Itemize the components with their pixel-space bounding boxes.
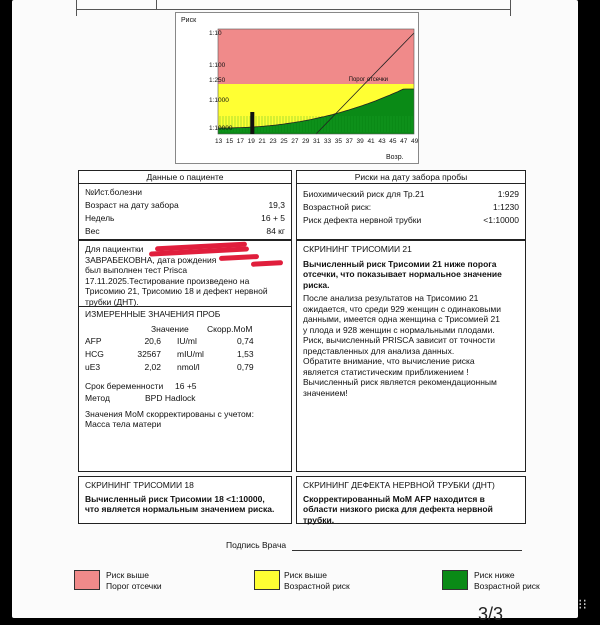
t21-detail-line: Вычисленный риск является рекомендационным	[303, 377, 497, 387]
t21-detail-line: ожидается, что среди 929 женщин с одинаковыми	[303, 303, 501, 314]
patient-row-label: Недель	[85, 213, 115, 223]
t18-summary-line: что является нормальным значением риска.	[85, 504, 275, 514]
risk-row-2	[303, 214, 519, 227]
measured-row-ue3	[85, 362, 285, 375]
patient-data-header: Данные о пациенте	[79, 171, 291, 184]
ntd-title: СКРИНИНГ ДЕФЕКТА НЕРВНОЙ ТРУБКИ (ДНТ)	[303, 480, 495, 490]
x-tick-label: 21	[258, 138, 266, 145]
risk-row-0	[303, 188, 519, 201]
patient-note-line: ЗАВРАБЕКОВНА, дата рождения	[85, 254, 217, 265]
mom-note-line2: Масса тела матери	[85, 419, 162, 429]
risk-chart-svg	[176, 13, 418, 163]
analyte-unit: IU/ml	[177, 335, 197, 346]
y-tick-label: 1:1000	[209, 97, 229, 104]
x-tick-label: 35	[334, 138, 343, 145]
analyte-mom: 1,53	[237, 348, 254, 359]
t18-title: СКРИНИНГ ТРИСОМИИ 18	[85, 480, 194, 490]
t21-detail-line: данными, имеется одна женщина с Трисомией 21	[303, 314, 500, 324]
ntd-summary-line: Скорректированный МоМ AFP находится в	[303, 493, 485, 504]
dots-icon: ⁝⁝	[578, 596, 587, 612]
analyte-name: HCG	[85, 348, 104, 359]
ntd-box	[296, 476, 526, 524]
patient-note-line: 17.11.2025.Тестирование произведено на	[85, 275, 250, 286]
t18-summary-line: Вычисленный риск Трисомии 18 <1:10000,	[85, 493, 265, 504]
method-label: Метод	[85, 392, 110, 403]
x-tick-label: 17	[236, 138, 245, 145]
x-tick-label: 31	[313, 138, 321, 145]
y-tick-label: 1:10000	[209, 125, 233, 132]
patient-note-line: был выполнен тест Prisca	[85, 265, 188, 275]
chart-xlabel: Возр.	[386, 154, 404, 161]
t21-summary-line: отсечки, что показывает нормальное значение	[303, 269, 502, 279]
analyte-name: AFP	[85, 335, 102, 346]
t21-box	[296, 240, 526, 472]
t18-box	[78, 476, 292, 524]
x-tick-label: 49	[411, 138, 418, 145]
risks-header: Риски на дату забора пробы	[297, 171, 525, 184]
patient-note-line: Для пациентки	[85, 244, 144, 254]
patient-row-3	[85, 225, 285, 238]
signature-line	[292, 550, 522, 551]
method-row	[85, 393, 285, 405]
risk-row-label: Возрастной риск:	[303, 202, 372, 212]
x-tick-label: 37	[345, 138, 353, 145]
t21-summary-line: Вычисленный риск Трисомии 21 ниже порога	[303, 258, 497, 269]
legend-swatch-green	[442, 570, 468, 590]
patient-row-1	[85, 199, 285, 212]
report-page	[12, 0, 578, 624]
analyte-name: uE3	[85, 361, 101, 372]
measured-row-afp	[85, 336, 285, 349]
signature-label: Подпись Врача	[226, 540, 287, 550]
x-tick-label: 19	[247, 138, 255, 145]
analyte-unit: nmol/l	[177, 361, 200, 372]
col-mom-header: Скорр.МоМ	[207, 323, 253, 334]
analyte-value: 20,6	[144, 335, 161, 346]
x-tick-label: 29	[302, 138, 310, 145]
analyte-mom: 0,79	[237, 361, 254, 372]
risk-row-1	[303, 201, 519, 214]
x-tick-label: 33	[323, 138, 332, 145]
patient-row-0	[85, 186, 285, 199]
analyte-value: 2,02	[144, 361, 161, 372]
risk-row-value: 1:929	[497, 189, 519, 199]
t21-detail-line: у плода и 928 женщин с нормальными плодами.	[303, 324, 495, 335]
x-tick-label: 15	[225, 138, 234, 145]
region-above-cutoff	[218, 29, 414, 84]
x-tick-label: 23	[269, 138, 277, 145]
legend-label-red: Риск выше Порог отсечки	[106, 570, 162, 591]
method-value: BPD Hadlock	[145, 392, 196, 403]
measured-values-box	[78, 306, 292, 472]
top-frame-bottom	[76, 9, 510, 10]
patient-row-2	[85, 212, 285, 225]
t21-summary-line: риска.	[303, 279, 330, 290]
x-tick-label: 43	[378, 138, 386, 145]
patient-row-value: 19,3	[268, 200, 285, 210]
x-tick-label: 13	[215, 138, 223, 145]
analyte-unit: mIU/ml	[177, 348, 204, 359]
legend-label-yellow: Риск выше Возрастной риск	[284, 570, 350, 591]
patient-data-box	[78, 170, 292, 240]
y-tick-label: 1:250	[209, 77, 226, 84]
t21-detail-line: является статистическим приближением !	[303, 366, 469, 377]
cutoff-label: Порог отсечки	[348, 77, 388, 83]
page-number: 3/3	[478, 604, 504, 624]
chart-title: Риск	[181, 17, 197, 24]
gestation-label: Срок беременности	[85, 380, 164, 391]
risk-row-value: <1:10000	[483, 215, 519, 225]
measured-title: ИЗМЕРЕННЫЕ ЗНАЧЕНИЯ ПРОБ	[85, 309, 221, 319]
patient-row-value: 84 кг	[266, 226, 285, 236]
patient-row-label: Вес	[85, 226, 100, 236]
gestation-row	[85, 381, 285, 393]
gestation-value: 16 +5	[175, 380, 197, 391]
ntd-summary-line: области низкого риска для дефекта нервной	[303, 504, 493, 514]
x-tick-label: 47	[400, 138, 408, 145]
risk-row-label: Биохимический риск для Тр.21	[303, 189, 425, 199]
risk-row-label: Риск дефекта нервной трубки	[303, 215, 422, 225]
legend-swatch-yellow	[254, 570, 280, 590]
risk-chart	[175, 12, 419, 164]
ntd-summary-line: трубки.	[303, 514, 335, 525]
risks-box	[296, 170, 526, 240]
x-tick-label: 39	[356, 138, 364, 145]
patient-note-line: Трисомию 21, Трисомию 18 и дефект нервной	[85, 286, 268, 296]
t21-title: СКРИНИНГ ТРИСОМИИ 21	[303, 244, 412, 254]
x-tick-label: 27	[291, 138, 299, 145]
patient-row-value: 16 + 5	[261, 213, 285, 223]
t21-detail-line: После анализа результатов на Трисомию 21	[303, 293, 479, 303]
t21-detail-line: Обратите внимание, что вычисление риска	[303, 356, 475, 366]
patient-marker	[250, 112, 254, 134]
measured-row-hcg	[85, 349, 285, 362]
x-tick-label: 25	[280, 138, 288, 145]
col-value-header: Значение	[151, 323, 189, 334]
t21-detail-line: Риск, вычисленный PRISCA зависит от точности	[303, 335, 496, 345]
legend-swatch-red	[74, 570, 100, 590]
patient-note-line: трубки (ДНТ).	[85, 296, 139, 307]
t21-detail-line: представленных для анализа данных.	[303, 345, 455, 356]
top-frame-left	[76, 0, 77, 16]
patient-note-box	[78, 240, 292, 306]
x-tick-label: 41	[367, 138, 375, 145]
t21-detail-line: значением!	[303, 387, 348, 398]
legend-label-green: Риск ниже Возрастной риск	[474, 570, 540, 591]
x-tick-label: 45	[389, 138, 397, 145]
analyte-value: 32567	[137, 348, 161, 359]
mom-note-line1: Значения МоМ скорректированы с учетом:	[85, 408, 254, 419]
y-tick-label: 1:10	[209, 30, 222, 37]
top-frame-right	[510, 0, 511, 16]
analyte-mom: 0,74	[237, 335, 254, 346]
patient-row-label: Возраст на дату забора	[85, 200, 179, 210]
y-tick-label: 1:100	[209, 62, 226, 69]
risk-row-value: 1:1230	[493, 202, 519, 212]
patient-row-label: №Ист.болезни	[85, 187, 143, 197]
